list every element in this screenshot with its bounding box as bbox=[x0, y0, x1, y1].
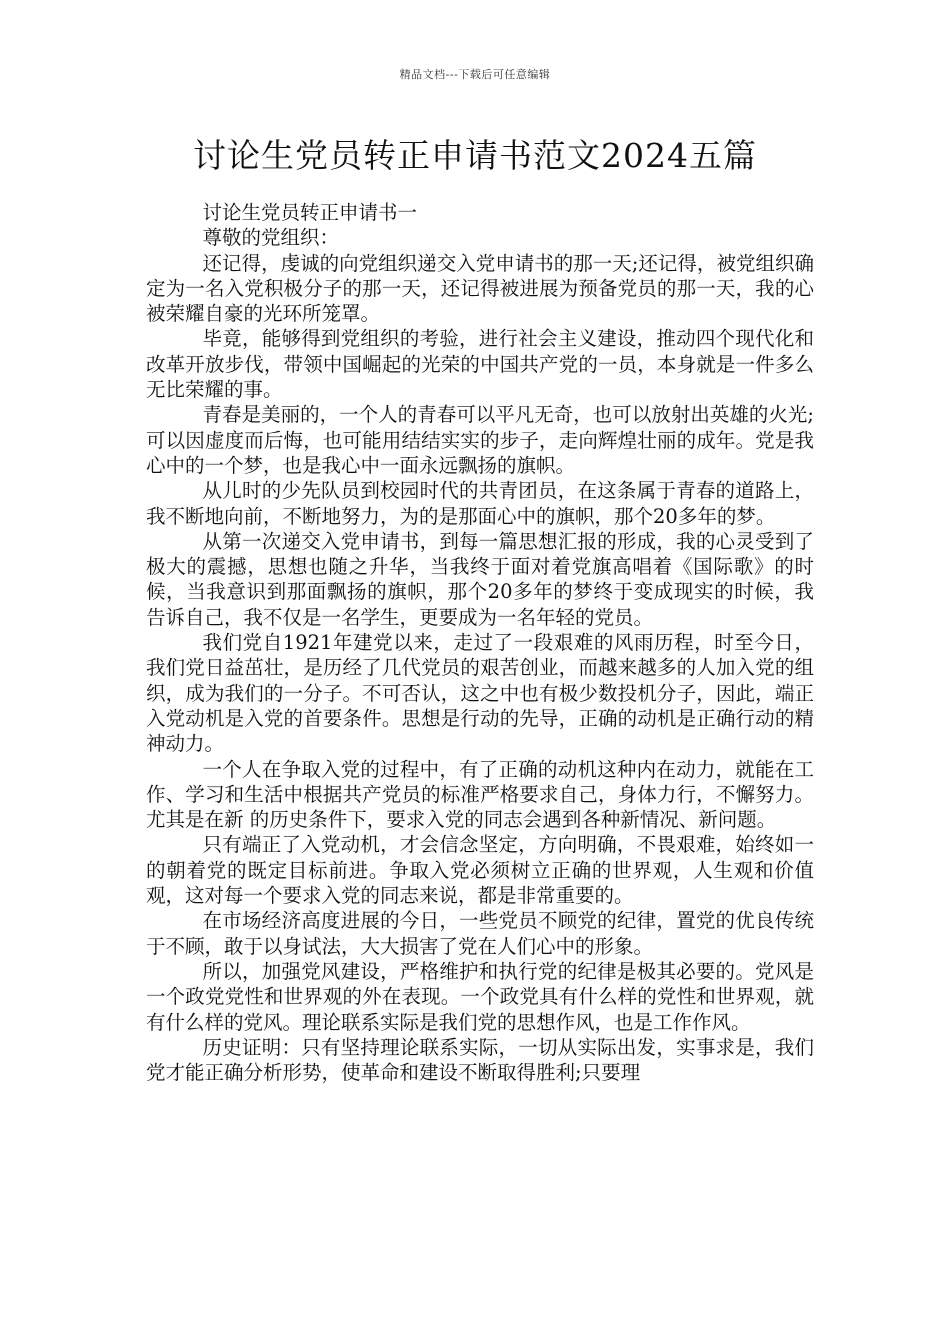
body-paragraph: 从第一次递交入党申请书，到每一篇思想汇报的形成，我的心灵受到了极大的震撼，思想也随之升华，当我终于面对着党旗高唱着《国际歌》的时候，当我意识到那面飘扬的旗帜，那个20多年的梦终于变成现实的时候，我告诉自己，我不仅是一名学生，更要成为一名年轻的党员。 bbox=[146, 529, 814, 629]
body-paragraph: 只有端正了入党动机，才会信念坚定，方向明确，不畏艰难，始终如一的朝着党的既定目标前进。争取入党必须树立正确的世界观，人生观和价值观，这对每一个要求入党的同志来说，都是非常重要的。 bbox=[146, 833, 814, 908]
body-paragraph: 我们党自1921年建党以来，走过了一段艰难的风雨历程，时至今日，我们党日益茁壮，是历经了几代党员的艰苦创业，而越来越多的人加入党的组织，成为我们的一分子。不可否认，这之中也有极少数投机分子，因此，端正入党动机是入党的首要条件。思想是行动的先导，正确的动机是正确行动的精神动力。 bbox=[146, 631, 814, 756]
document-title: 讨论生党员转正申请书范文2024五篇 bbox=[193, 136, 757, 175]
salutation: 尊敬的党组织： bbox=[202, 226, 340, 250]
body-paragraph: 毕竟，能够得到党组织的考验，进行社会主义建设，推动四个现代化和改革开放步伐，带领中国崛起的光荣的中国共产党的一员，本身就是一件多么无比荣耀的事。 bbox=[146, 327, 814, 402]
body-paragraph: 还记得，虔诚的向党组织递交入党申请书的那一天;还记得，被党组织确定为一名入党积极分子的那一天，还记得被进展为预备党员的那一天，我的心被荣耀自豪的光环所笼罩。 bbox=[146, 251, 814, 326]
body-paragraph: 所以，加强党风建设，严格维护和执行党的纪律是极其必要的。党风是一个政党党性和世界观的外在表现。一个政党具有什么样的党性和世界观，就有什么样的党风。理论联系实际是我们党的思想作风，也是工作作风。 bbox=[146, 959, 814, 1034]
document-body bbox=[146, 200, 814, 1085]
body-paragraph: 青春是美丽的，一个人的青春可以平凡无奇，也可以放射出英雄的火光;可以因虚度而后悔，也可能用结结实实的步子，走向辉煌壮丽的成年。党是我心中的一个梦，也是我心中一面永远飘扬的旗帜。 bbox=[146, 403, 814, 477]
header-note: 精品文档---下载后可任意编辑 bbox=[399, 68, 551, 81]
body-paragraph: 从儿时的少先队员到校园时代的共青团员，在这条属于青春的道路上，我不断地向前，不断地努力，为的是那面心中的旗帜，那个20多年的梦。 bbox=[146, 479, 814, 528]
section-heading: 讨论生党员转正申请书一 bbox=[202, 201, 418, 224]
body-paragraph: 在市场经济高度进展的今日，一些党员不顾党的纪律，置党的优良传统于不顾，敢于以身试法，大大损害了党在人们心中的形象。 bbox=[146, 909, 814, 958]
body-paragraph: 历史证明：只有坚持理论联系实际，一切从实际出发，实事求是，我们党才能正确分析形势，使革命和建设不断取得胜利;只要理 bbox=[146, 1035, 814, 1085]
body-paragraph: 一个人在争取入党的过程中，有了正确的动机这种内在动力，就能在工作、学习和生活中根据共产党员的标准严格要求自己，身体力行，不懈努力。尤其是在新 的历史条件下，要求入党的同志会遇到各种新情况、新问题。 bbox=[146, 757, 814, 832]
